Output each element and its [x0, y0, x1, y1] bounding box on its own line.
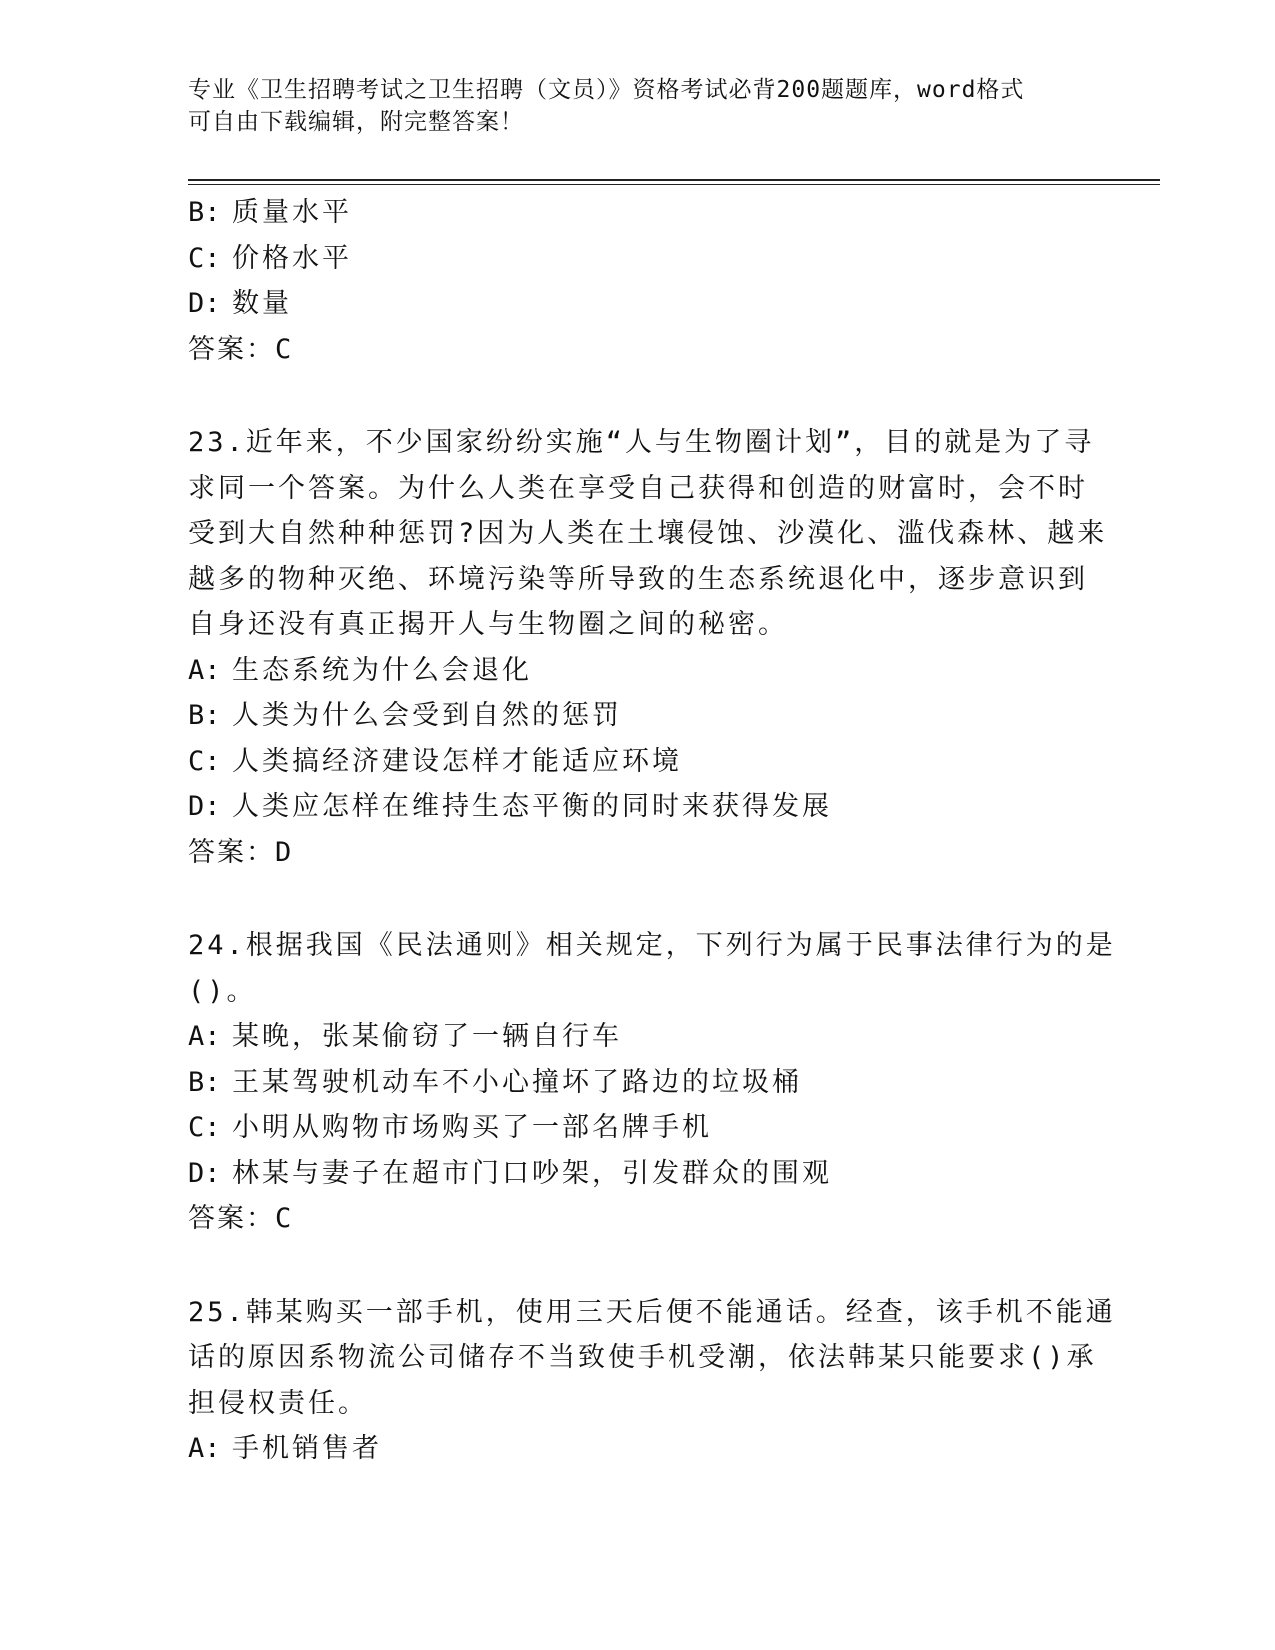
option-text: 数量 — [232, 288, 292, 319]
option-row — [188, 1151, 1078, 1197]
option-key: A: — [188, 1021, 221, 1052]
header-divider-thin — [188, 184, 1160, 185]
option-text: 质量水平 — [232, 197, 352, 228]
option-key: C: — [188, 1112, 221, 1143]
option-key: B: — [188, 197, 221, 228]
option-row — [188, 236, 1078, 282]
question-text-line: 自身还没有真正揭开人与生物圈之间的秘密。 — [188, 609, 788, 640]
option-row — [188, 190, 1078, 236]
header-divider-thick — [188, 179, 1160, 181]
option-text: 生态系统为什么会退化 — [232, 654, 532, 686]
option-text: 手机销售者 — [232, 1433, 382, 1464]
option-row — [188, 1014, 1078, 1060]
option-key: D: — [188, 791, 221, 822]
option-key: A: — [188, 654, 221, 686]
option-row — [188, 1105, 1078, 1151]
option-row — [188, 693, 1078, 739]
option-key: C: — [188, 745, 221, 777]
question-text-line: 25.韩某购买一部手机，使用三天后便不能通话。经查，该手机不能通 — [188, 1296, 1116, 1328]
option-text: 小明从购物市场购买了一部名牌手机 — [232, 1112, 712, 1143]
option-text: 人类应怎样在维持生态平衡的同时来获得发展 — [232, 791, 832, 822]
header-line-1: 专业《卫生招聘考试之卫生招聘（文员）》资格考试必背200题题库，word格式 — [188, 77, 1025, 103]
answer-line: 答案：C — [188, 1203, 294, 1234]
option-text: 林某与妻子在超市门口吵架，引发群众的围观 — [232, 1157, 832, 1189]
header-line-2: 可自由下载编辑，附完整答案！ — [188, 109, 524, 135]
question-23 — [188, 420, 1108, 875]
option-key: C: — [188, 242, 221, 274]
question-text-line: 受到大自然种种惩罚?因为人类在土壤侵蚀、沙漠化、滥伐森林、越来 — [188, 518, 1108, 549]
option-text: 人类为什么会受到自然的惩罚 — [232, 700, 622, 731]
option-row — [188, 1060, 1078, 1106]
answer-line: 答案：C — [188, 333, 294, 365]
question-22-continuation — [188, 190, 1078, 372]
question-text-line: 担侵权责任。 — [188, 1387, 368, 1419]
option-row — [188, 784, 1078, 830]
question-text-line: 24.根据我国《民法通则》相关规定，下列行为属于民事法律行为的是 — [188, 930, 1116, 961]
option-key: A: — [188, 1433, 221, 1464]
option-text: 某晚，张某偷窃了一辆自行车 — [232, 1021, 622, 1052]
question-text-line: 23.近年来，不少国家纷纷实施“人与生物圈计划”，目的就是为了寻 — [188, 427, 1095, 458]
option-row — [188, 648, 1078, 694]
document-header — [188, 74, 1088, 138]
option-key: B: — [188, 1066, 221, 1098]
option-text: 人类搞经济建设怎样才能适应环境 — [232, 745, 682, 777]
question-24 — [188, 923, 1116, 1242]
option-key: D: — [188, 1157, 221, 1189]
option-key: B: — [188, 700, 221, 731]
option-row — [188, 281, 1078, 327]
option-text: 价格水平 — [232, 242, 352, 274]
question-text-line: 话的原因系物流公司储存不当致使手机受潮，依法韩某只能要求()承 — [188, 1342, 1097, 1373]
question-text-line: 越多的物种灭绝、环境污染等所导致的生态系统退化中，逐步意识到 — [188, 563, 1088, 595]
question-text-line: 求同一个答案。为什么人类在享受自己获得和创造的财富时，会不时 — [188, 472, 1088, 504]
question-25 — [188, 1290, 1116, 1472]
option-row — [188, 1426, 1078, 1472]
document-body — [188, 190, 1116, 1472]
answer-line: 答案：D — [188, 836, 294, 868]
option-row — [188, 739, 1078, 785]
option-key: D: — [188, 288, 221, 319]
option-text: 王某驾驶机动车不小心撞坏了路边的垃圾桶 — [232, 1066, 802, 1098]
question-text-line: ()。 — [188, 975, 257, 1007]
